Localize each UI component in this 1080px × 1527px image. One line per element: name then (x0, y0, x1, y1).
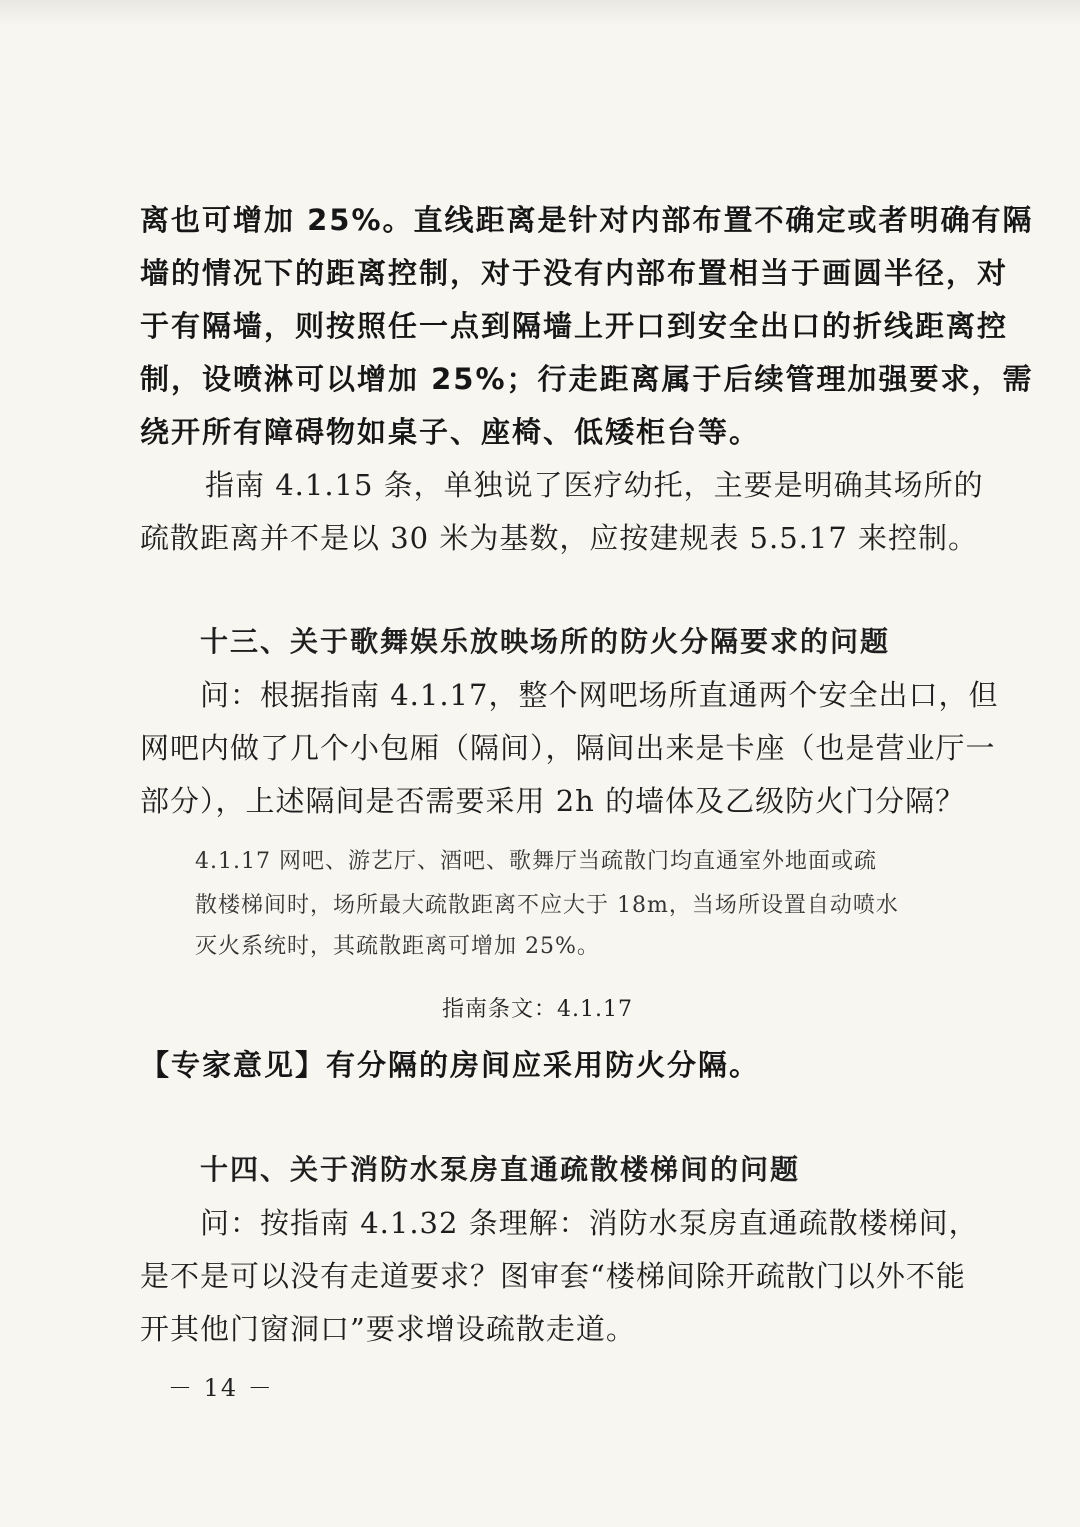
question-line: 开其他门窗洞口”要求增设疏散走道。 (140, 1312, 636, 1346)
section-heading: 十四、关于消防水泵房直通疏散楼梯间的问题 (200, 1153, 801, 1186)
paragraph-line: 墙的情况下的距离控制，对于没有内部布置相当于画圆半径，对 (140, 256, 1009, 290)
paragraph-line: 于有隔墙，则按照任一点到隔墙上开口到安全出口的折线距离控 (140, 309, 1009, 343)
paragraph-line: 疏散距离并不是以 30 米为基数，应按建规表 5.5.17 来控制。 (140, 521, 979, 555)
paragraph-line: 制，设喷淋可以增加 25%；行走距离属于后续管理加强要求，需 (140, 362, 1034, 396)
guide-quote-line: 散楼梯间时，场所最大疏散距离不应大于 18m，当场所设置自动喷水 (195, 893, 899, 918)
guide-quote-line: 4.1.17 网吧、游艺厅、酒吧、歌舞厅当疏散门均直通室外地面或疏 (195, 849, 877, 874)
paragraph-line: 离也可增加 25%。直线距离是针对内部布置不确定或者明确有隔 (140, 203, 1034, 237)
expert-opinion: 【专家意见】有分隔的房间应采用防火分隔。 (140, 1048, 761, 1082)
question-line: 问：根据指南 4.1.17，整个网吧场所直通两个安全出口，但 (200, 678, 999, 712)
guide-quote-line: 灭火系统时，其疏散距离可增加 25%。 (195, 934, 600, 959)
scan-edge (0, 0, 1080, 26)
question-line: 问：按指南 4.1.32 条理解：消防水泵房直通疏散楼梯间， (200, 1206, 979, 1240)
section-heading: 十三、关于歌舞娱乐放映场所的防火分隔要求的问题 (200, 625, 891, 658)
paragraph-line: 绕开所有障碍物如桌子、座椅、低矮柜台等。 (140, 415, 761, 449)
figure-caption: 指南条文：4.1.17 (442, 997, 633, 1022)
paragraph-line: 指南 4.1.15 条，单独说了医疗幼托，主要是明确其场所的 (205, 468, 984, 502)
question-line: 网吧内做了几个小包厢（隔间），隔间出来是卡座（也是营业厅一 (140, 731, 996, 765)
page-number: － 14 － (168, 1374, 274, 1402)
question-line: 是不是可以没有走道要求？图审套“楼梯间除开疏散门以外不能 (140, 1259, 966, 1293)
question-line: 部分），上述隔间是否需要采用 2h 的墙体及乙级防火门分隔？ (140, 784, 966, 818)
